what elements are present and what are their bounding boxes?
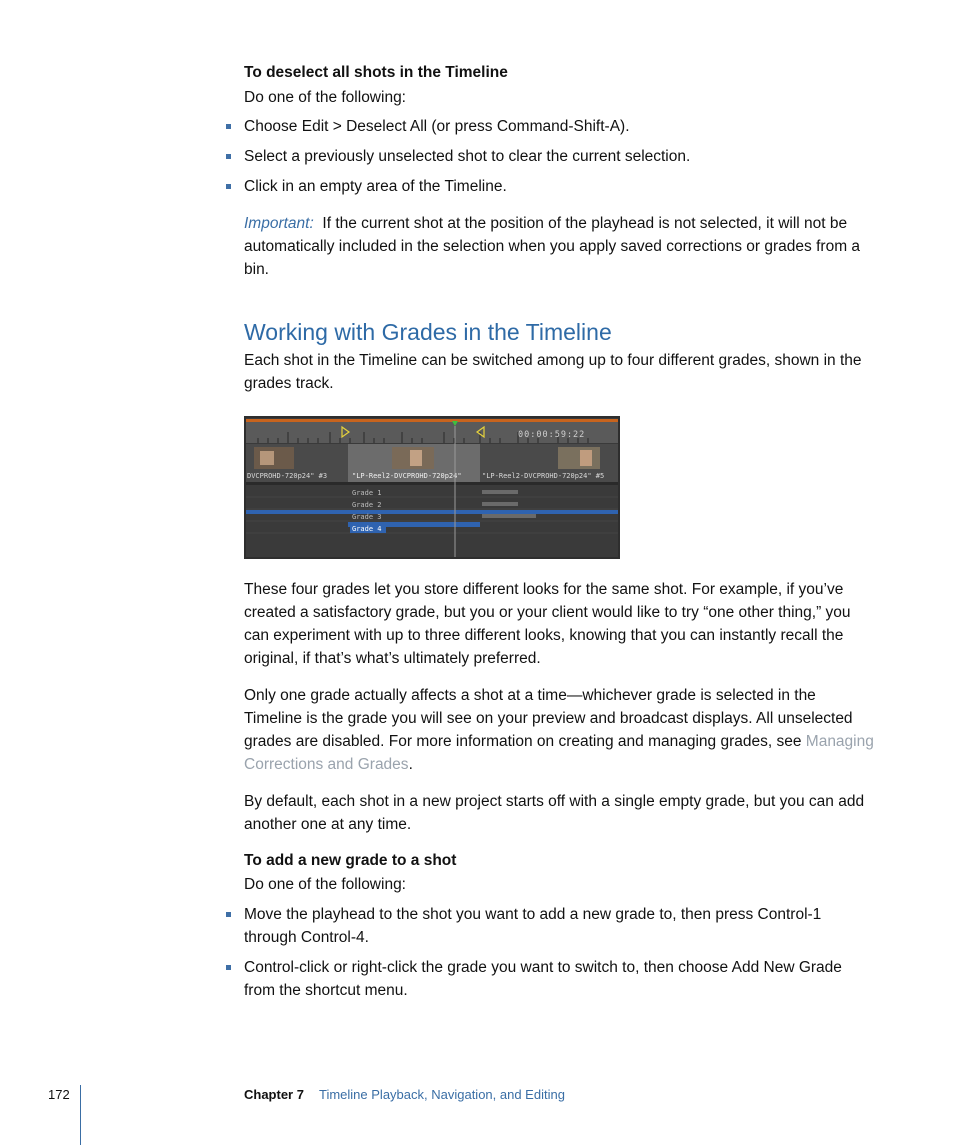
bullet-icon — [226, 912, 231, 917]
clip-label: DVCPROHD-720p24" #3 — [247, 472, 328, 480]
grade-3-track-highlight — [246, 510, 618, 514]
procedure-title-deselect: To deselect all shots in the Timeline — [244, 64, 508, 81]
paragraph — [244, 684, 876, 776]
paragraph: By default, each shot in a new project starts off with a single empty grade, but you can add another one at any time. — [244, 793, 865, 833]
section-title: Working with Grades in the Timeline — [244, 319, 612, 345]
clip-thumbnail-figure — [260, 451, 274, 465]
important-text: If the current shot at the position of the playhead is not selected, it will not be automatically included in the selection when you apply saved corrections or grades from a bin. — [244, 215, 861, 278]
grade-label[interactable]: Grade 1 — [352, 489, 382, 497]
procedure-intro-deselect: Do one of the following: — [244, 89, 406, 106]
timecode-display: 00:00:59:22 — [518, 430, 586, 440]
chapter-title[interactable]: Timeline Playback, Navigation, and Editing — [319, 1087, 565, 1102]
page-number: 172 — [48, 1087, 70, 1102]
clip-thumbnail-figure — [580, 450, 592, 466]
ruler-accent-bar — [246, 419, 618, 422]
clip-label: "LP-Reel2-DVCPROHD-720p24" — [352, 472, 462, 480]
paragraph-end: . — [408, 756, 413, 773]
list-item: Move the playhead to the shot you want to add a new grade to, then press Control-1 through Control-4. — [244, 906, 822, 946]
important-label: Important: — [244, 215, 314, 232]
grade-label[interactable]: Grade 3 — [352, 513, 382, 521]
grade-label-selected[interactable]: Grade 4 — [352, 525, 382, 533]
bullet-icon — [226, 184, 231, 189]
paragraph-text: Only one grade actually affects a shot at a time—whichever grade is selected in the Timeline is the grade you will see on your preview and broadcast displays. All unselected grades are disabled. For more information on creating and managing grades, see — [244, 687, 853, 750]
grade-label[interactable]: Grade 2 — [352, 501, 382, 509]
clip-label: "LP-Reel2-DVCPROHD-720p24" #5 — [482, 472, 605, 480]
list-item: Choose Edit > Deselect All (or press Command-Shift-A). — [244, 118, 630, 135]
list-item: Control-click or right-click the grade you want to switch to, then choose Add New Grade from the shortcut menu. — [244, 959, 842, 999]
track-divider — [246, 482, 618, 485]
list-item: Select a previously unselected shot to clear the current selection. — [244, 148, 691, 165]
timeline-grades-figure — [244, 416, 620, 559]
footer-rule — [80, 1085, 81, 1145]
important-note — [244, 212, 874, 281]
procedure-title-add-grade: To add a new grade to a shot — [244, 852, 457, 869]
bullet-icon — [226, 124, 231, 129]
procedure-intro-add-grade: Do one of the following: — [244, 876, 406, 893]
list-item: Click in an empty area of the Timeline. — [244, 178, 507, 195]
chapter-label: Chapter 7 — [244, 1087, 304, 1102]
clip-thumbnail — [558, 447, 600, 469]
cross-reference-link[interactable]: Managing Corrections and Grades — [244, 733, 874, 773]
paragraph: These four grades let you store different looks for the same shot. For example, if you’ve created a satisfactory grade, but you or your client would like to try “one other thing,” you can experiment with up to three different looks, knowing that you can instantly recall the original, if that’s what’s ultimately preferred. — [244, 581, 851, 667]
section-intro: Each shot in the Timeline can be switched among up to four different grades, shown in the grades track. — [244, 352, 862, 392]
clip-thumbnail-figure — [410, 450, 422, 466]
bullet-icon — [226, 965, 231, 970]
bullet-icon — [226, 154, 231, 159]
